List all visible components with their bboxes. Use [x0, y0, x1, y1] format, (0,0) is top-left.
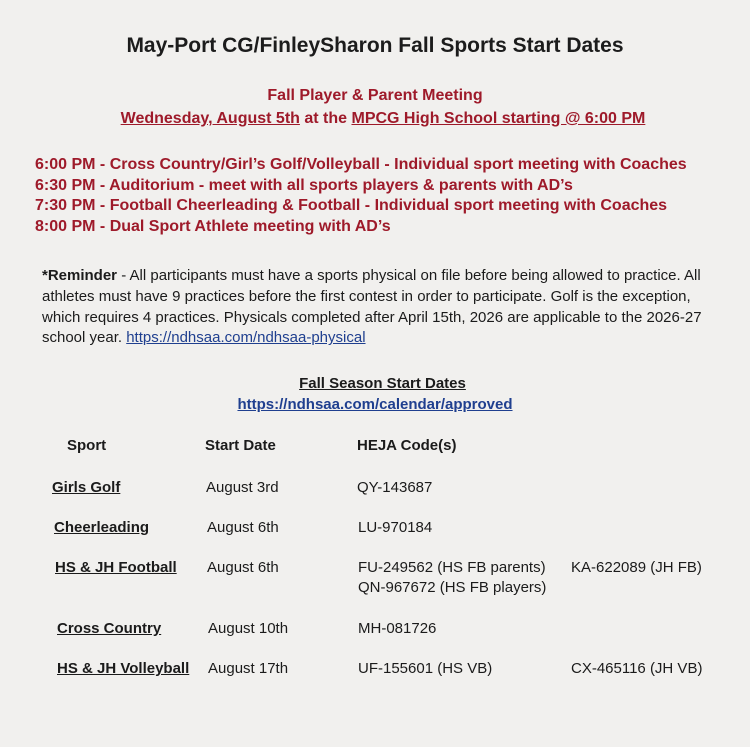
- sport-name: Cheerleading: [54, 519, 150, 536]
- sport-name: HS & JH Football: [55, 559, 177, 576]
- sport-name: Girls Golf: [52, 479, 121, 496]
- schedule-item: 7:30 PM - Football Cheerleading & Football - Individual sport meeting with Coaches: [35, 197, 668, 214]
- sport-name: HS & JH Volleyball: [57, 660, 190, 677]
- schedule-item: 6:30 PM - Auditorium - meet with all sports players & parents with AD’s: [35, 176, 573, 194]
- schedule-item: 6:00 PM - Cross Country/Girl’s Golf/Volleyball - Individual sport meeting with Coaches: [35, 156, 687, 173]
- meeting-date: Wednesday, August 5th: [120, 110, 300, 127]
- reminder-paragraph: [42, 266, 732, 349]
- meeting-location: MPCG High School starting @ 6:00 PM: [351, 110, 646, 127]
- heja-code: FU-249562 (HS FB parents): [358, 559, 546, 576]
- meeting-details: [0, 110, 750, 128]
- header-heja-code: HEJA Code(s): [357, 437, 457, 454]
- meeting-schedule: [35, 155, 745, 237]
- reminder-text: - All participants must have a sports physical on file before being allowed to practice. All athletes must have 9 practices before the first contest in order to participate. Golf is the exception, which requires 4 practices. Physicals completed after April 15th, 2026 are applicable to the 2026-27 school year.: [42, 267, 702, 347]
- start-date: August 3rd: [206, 479, 279, 496]
- heja-code: LU-970184: [358, 519, 433, 536]
- calendar-link[interactable]: https://ndhsaa.com/calendar/approved: [237, 396, 513, 413]
- sport-name: Cross Country: [57, 620, 162, 637]
- start-date: August 10th: [208, 620, 289, 637]
- schedule-item: 8:00 PM - Dual Sport Athlete meeting with AD’s: [35, 217, 391, 235]
- heja-code: UF-155601 (HS VB): [358, 660, 493, 677]
- page-title: May-Port CG/FinleySharon Fall Sports Start Dates: [126, 34, 624, 57]
- start-date: August 6th: [207, 559, 279, 576]
- start-date: August 17th: [208, 660, 289, 677]
- heja-code: MH-081726: [358, 620, 437, 637]
- reminder-label: *Reminder: [42, 267, 118, 284]
- heja-code: CX-465116 (JH VB): [571, 660, 703, 677]
- start-date: August 6th: [207, 519, 279, 536]
- season-heading: Fall Season Start Dates: [299, 375, 466, 392]
- heja-code: KA-622089 (JH FB): [571, 559, 702, 576]
- header-start-date: Start Date: [205, 437, 276, 454]
- header-sport: Sport: [67, 437, 107, 454]
- heja-code: QN-967672 (HS FB players): [358, 579, 547, 596]
- meeting-at-text: at the: [299, 110, 352, 127]
- meeting-heading: Fall Player & Parent Meeting: [267, 87, 483, 104]
- physical-link[interactable]: https://ndhsaa.com/ndhsaa-physical: [126, 329, 366, 347]
- heja-code: QY-143687: [357, 479, 433, 496]
